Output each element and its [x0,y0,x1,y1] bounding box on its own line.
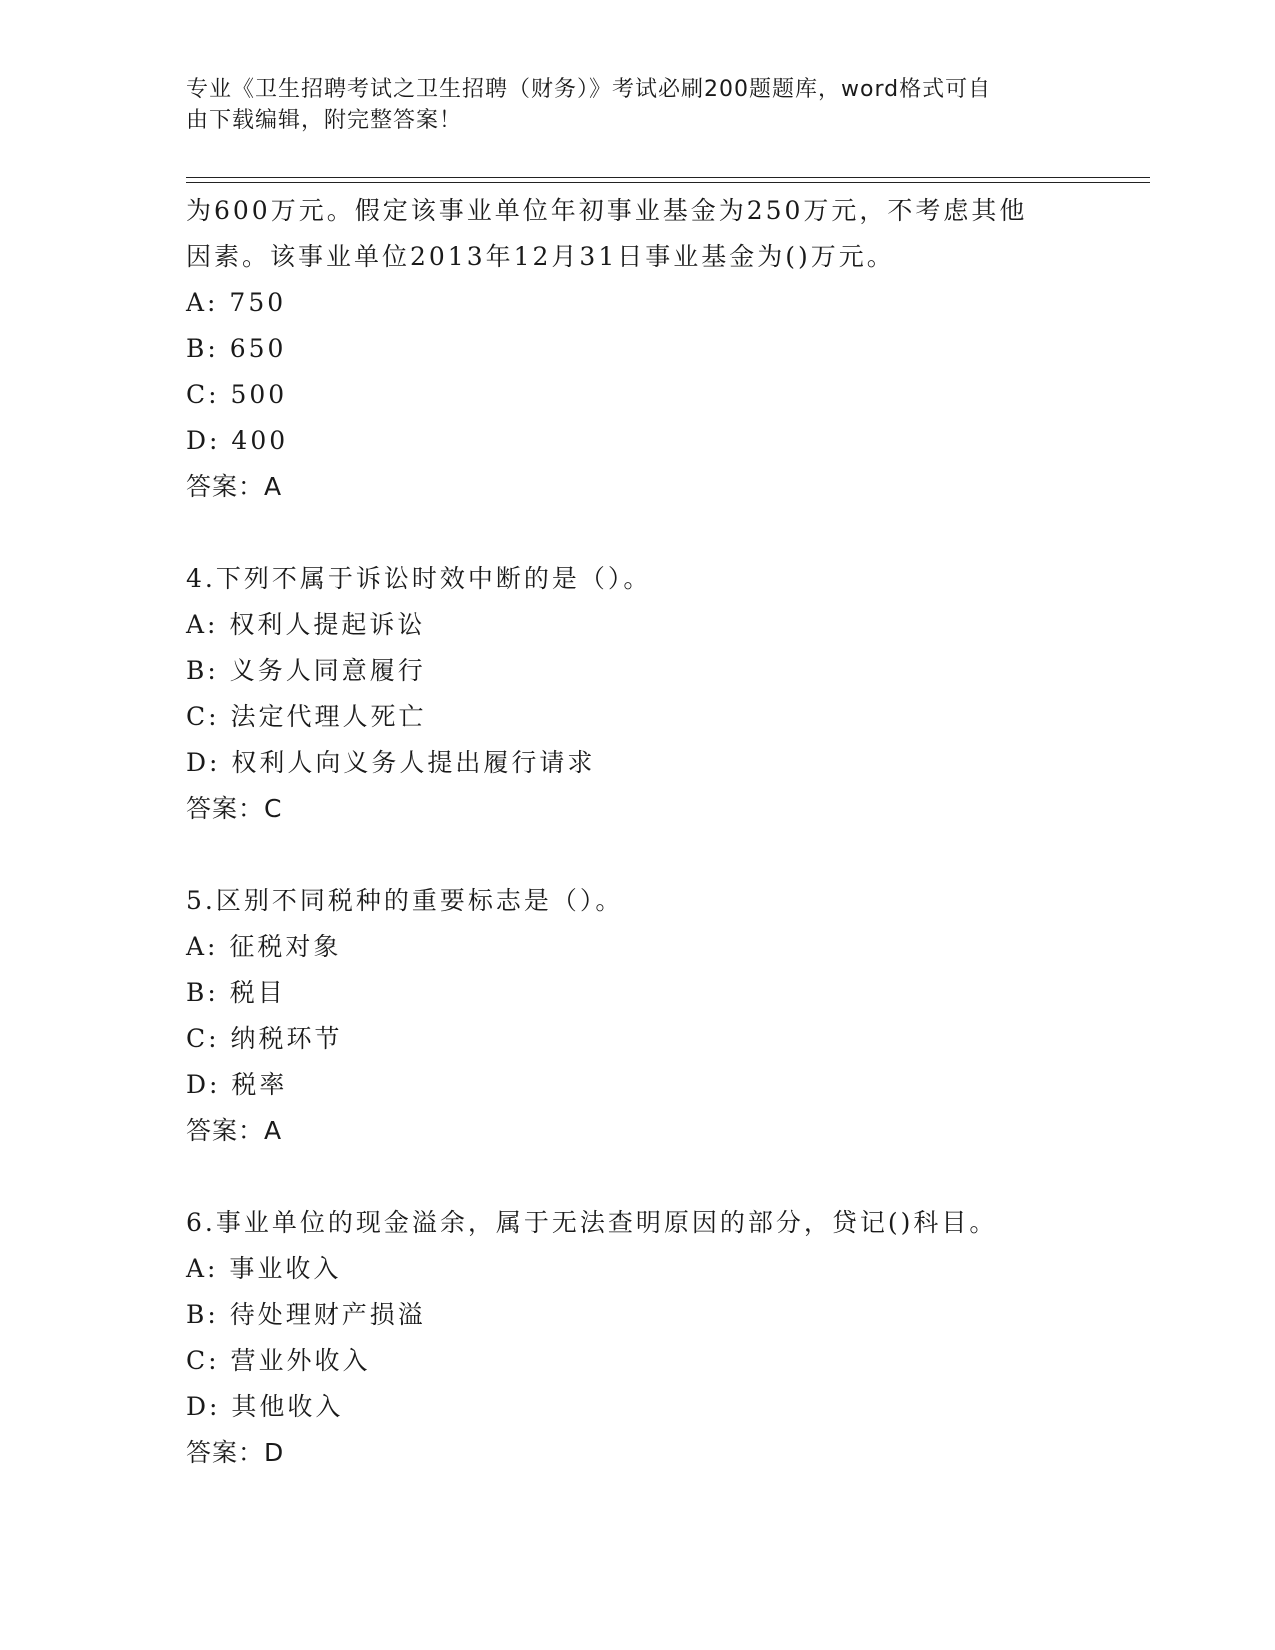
answer-label: 答案：A [186,1116,283,1145]
option-c: C: 营业外收入 [186,1346,371,1375]
spacer [186,1154,1086,1200]
question-6 [186,1200,1086,1476]
answer-label: 答案：C [186,794,283,823]
question-text: 6.事业单位的现金溢余，属于无法查明原因的部分，贷记()科目。 [186,1208,998,1237]
question-text-line: 因素。该事业单位2013年12月31日事业基金为()万元。 [186,242,895,271]
question-text-line: 为600万元。假定该事业单位年初事业基金为250万元，不考虑其他 [186,196,1028,225]
option-a: A: 750 [186,288,287,317]
option-a: A: 权利人提起诉讼 [186,610,426,639]
option-d: D: 400 [186,426,289,455]
option-d: D: 税率 [186,1070,288,1099]
option-c: C: 500 [186,380,288,409]
header-divider-top [186,177,1150,178]
question-text: 4.下列不属于诉讼时效中断的是（）。 [186,564,652,593]
question-4 [186,556,1086,832]
option-d: D: 权利人向义务人提出履行请求 [186,748,596,777]
option-b: B: 税目 [186,978,286,1007]
question-5 [186,878,1086,1154]
header-title-line1: 专业《卫生招聘考试之卫生招聘（财务）》考试必刷200题题库，word格式可自 [186,77,992,102]
spacer [186,832,1086,878]
header-title-line2: 由下载编辑，附完整答案！ [186,108,463,133]
question-list [186,188,1086,1476]
header-divider-bottom [186,182,1150,183]
option-a: A: 事业收入 [186,1254,342,1283]
option-b: B: 待处理财产损溢 [186,1300,426,1329]
option-c: C: 纳税环节 [186,1024,343,1053]
option-a: A: 征税对象 [186,932,342,961]
question-text: 5.区别不同税种的重要标志是（）。 [186,886,624,915]
option-c: C: 法定代理人死亡 [186,702,427,731]
question-3 [186,188,1086,510]
option-b: B: 义务人同意履行 [186,656,426,685]
document-header [186,74,1066,136]
answer-label: 答案：D [186,1438,285,1467]
option-d: D: 其他收入 [186,1392,344,1421]
option-b: B: 650 [186,334,287,363]
answer-label: 答案：A [186,472,283,501]
spacer [186,510,1086,556]
